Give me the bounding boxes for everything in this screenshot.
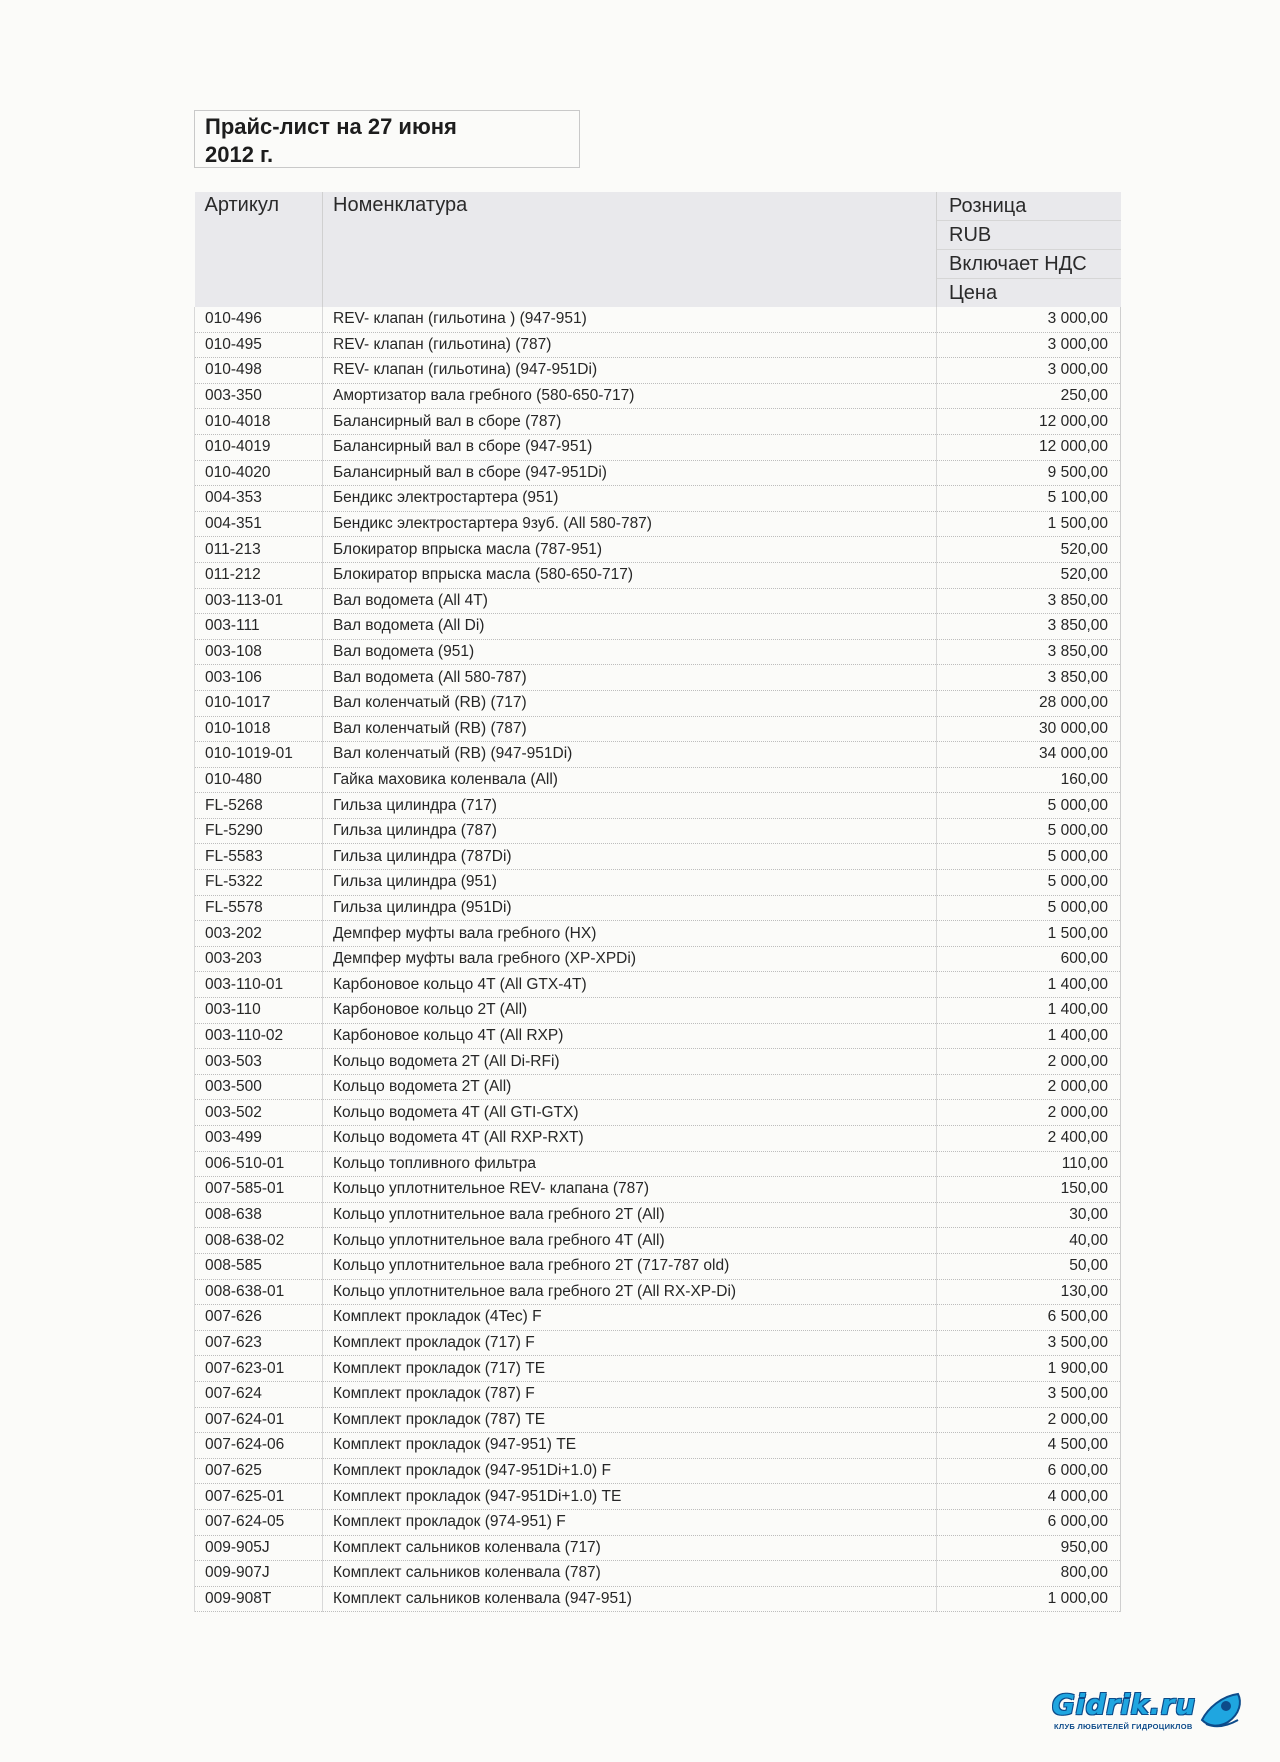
name-cell: Кольцо водомета 2T (All Di-RFi) — [323, 1049, 937, 1075]
name-cell: Комплект сальников коленвала (717) — [323, 1535, 937, 1561]
name-cell: Комплект прокладок (4Tec) F — [323, 1305, 937, 1331]
header-price-line: Цена — [949, 282, 998, 304]
price-cell: 4 500,00 — [937, 1433, 1121, 1459]
sku-cell: 007-624-01 — [195, 1407, 323, 1433]
price-cell: 250,00 — [937, 383, 1121, 409]
table-row — [195, 434, 1121, 460]
sku-cell: 007-625-01 — [195, 1484, 323, 1510]
sku-cell: 003-502 — [195, 1100, 323, 1126]
sku-cell: 003-110-01 — [195, 972, 323, 998]
logo-tagline: КЛУБ ЛЮБИТЕЛЕЙ ГИДРОЦИКЛОВ — [1054, 1722, 1193, 1731]
sku-cell: 008-638 — [195, 1202, 323, 1228]
table-row — [195, 1202, 1121, 1228]
price-cell: 520,00 — [937, 562, 1121, 588]
name-cell: Вал коленчатый (RB) (947-951Di) — [323, 742, 937, 768]
table-row — [195, 1381, 1121, 1407]
price-cell: 12 000,00 — [937, 434, 1121, 460]
name-cell: Комплект прокладок (717) TE — [323, 1356, 937, 1382]
table-row — [195, 1330, 1121, 1356]
sku-cell: FL-5322 — [195, 870, 323, 896]
title-line-1: Прайс-лист на 27 июня — [205, 114, 457, 139]
name-cell: Вал водомета (951) — [323, 639, 937, 665]
table-row — [195, 946, 1121, 972]
price-cell: 1 400,00 — [937, 972, 1121, 998]
table-row — [195, 844, 1121, 870]
price-cell: 4 000,00 — [937, 1484, 1121, 1510]
sku-cell: 003-110-02 — [195, 1023, 323, 1049]
name-cell: Комплект прокладок (717) F — [323, 1330, 937, 1356]
sku-cell: 009-905J — [195, 1535, 323, 1561]
table-row — [195, 895, 1121, 921]
price-cell: 3 000,00 — [937, 332, 1121, 358]
name-cell: Балансирный вал в сборе (947-951) — [323, 434, 937, 460]
table-row — [195, 998, 1121, 1024]
sku-cell: 003-350 — [195, 383, 323, 409]
sku-cell: 007-625 — [195, 1458, 323, 1484]
sku-cell: 007-624-06 — [195, 1433, 323, 1459]
price-cell: 110,00 — [937, 1151, 1121, 1177]
name-cell: Кольцо уплотнительное REV- клапана (787) — [323, 1177, 937, 1203]
sku-cell: 009-907J — [195, 1561, 323, 1587]
sku-cell: 010-1017 — [195, 690, 323, 716]
header-price — [937, 192, 1121, 307]
sku-cell: 004-351 — [195, 511, 323, 537]
table-row — [195, 1433, 1121, 1459]
price-cell: 9 500,00 — [937, 460, 1121, 486]
name-cell: Гайка маховика коленвала (All) — [323, 767, 937, 793]
sku-cell: 010-1018 — [195, 716, 323, 742]
price-cell: 160,00 — [937, 767, 1121, 793]
name-cell: Комплект прокладок (947-951Di+1.0) F — [323, 1458, 937, 1484]
price-cell: 30 000,00 — [937, 716, 1121, 742]
name-cell: Бендикс электростартера (951) — [323, 486, 937, 512]
price-cell: 3 850,00 — [937, 665, 1121, 691]
sku-cell: 008-638-01 — [195, 1279, 323, 1305]
table-row — [195, 1458, 1121, 1484]
sku-cell: 003-108 — [195, 639, 323, 665]
price-cell: 6 000,00 — [937, 1509, 1121, 1535]
price-cell: 3 850,00 — [937, 639, 1121, 665]
table-row — [195, 409, 1121, 435]
name-cell: Карбоновое кольцо 2T (All) — [323, 998, 937, 1024]
table-row — [195, 588, 1121, 614]
table-row — [195, 972, 1121, 998]
table-row — [195, 1279, 1121, 1305]
price-cell: 3 000,00 — [937, 358, 1121, 384]
table-row — [195, 1509, 1121, 1535]
name-cell: REV- клапан (гильотина) (787) — [323, 332, 937, 358]
name-cell: Блокиратор впрыска масла (580-650-717) — [323, 562, 937, 588]
jetski-icon — [1198, 1690, 1244, 1730]
title-line-2: 2012 г. — [205, 142, 274, 167]
name-cell: Демпфер муфты вала гребного (XP-XPDi) — [323, 946, 937, 972]
price-cell: 2 000,00 — [937, 1049, 1121, 1075]
name-cell: Гильза цилиндра (717) — [323, 793, 937, 819]
sku-cell: 010-4020 — [195, 460, 323, 486]
header-price-line: Розница — [937, 192, 1121, 221]
header-article: Артикул — [195, 192, 323, 307]
table-row — [195, 742, 1121, 768]
sku-cell: FL-5268 — [195, 793, 323, 819]
sku-cell: 003-499 — [195, 1126, 323, 1152]
price-cell: 950,00 — [937, 1535, 1121, 1561]
logo-name: Gidrik.ru — [1052, 1688, 1196, 1721]
name-cell: Кольцо водомета 4T (All GTI-GTX) — [323, 1100, 937, 1126]
price-cell: 1 000,00 — [937, 1586, 1121, 1612]
table-row — [195, 537, 1121, 563]
price-cell: 600,00 — [937, 946, 1121, 972]
sku-cell: 003-111 — [195, 614, 323, 640]
name-cell: Комплект прокладок (947-951) TE — [323, 1433, 937, 1459]
price-cell: 3 850,00 — [937, 588, 1121, 614]
price-cell: 40,00 — [937, 1228, 1121, 1254]
price-cell: 2 000,00 — [937, 1100, 1121, 1126]
table-row — [195, 562, 1121, 588]
name-cell: Блокиратор впрыска масла (787-951) — [323, 537, 937, 563]
name-cell: Вал коленчатый (RB) (787) — [323, 716, 937, 742]
price-cell: 28 000,00 — [937, 690, 1121, 716]
name-cell: Карбоновое кольцо 4T (All GTX-4T) — [323, 972, 937, 998]
table-row — [195, 1356, 1121, 1382]
table-row — [195, 1177, 1121, 1203]
name-cell: Гильза цилиндра (951) — [323, 870, 937, 896]
name-cell: Вал водомета (All 580-787) — [323, 665, 937, 691]
price-list-title — [194, 110, 580, 168]
price-cell: 6 500,00 — [937, 1305, 1121, 1331]
sku-cell: 007-626 — [195, 1305, 323, 1331]
sku-cell: 007-585-01 — [195, 1177, 323, 1203]
price-cell: 2 000,00 — [937, 1407, 1121, 1433]
table-row — [195, 870, 1121, 896]
table-row — [195, 690, 1121, 716]
sku-cell: 006-510-01 — [195, 1151, 323, 1177]
table-row — [195, 358, 1121, 384]
price-cell: 5 000,00 — [937, 818, 1121, 844]
name-cell: REV- клапан (гильотина ) (947-951) — [323, 307, 937, 332]
table-row — [195, 1586, 1121, 1612]
name-cell: Комплект прокладок (787) F — [323, 1381, 937, 1407]
price-cell: 1 900,00 — [937, 1356, 1121, 1382]
name-cell: REV- клапан (гильотина) (947-951Di) — [323, 358, 937, 384]
sku-cell: 003-113-01 — [195, 588, 323, 614]
name-cell: Комплект прокладок (947-951Di+1.0) TE — [323, 1484, 937, 1510]
table-row — [195, 1535, 1121, 1561]
price-cell: 5 000,00 — [937, 844, 1121, 870]
table-row — [195, 486, 1121, 512]
price-cell: 6 000,00 — [937, 1458, 1121, 1484]
name-cell: Амортизатор вала гребного (580-650-717) — [323, 383, 937, 409]
price-cell: 2 000,00 — [937, 1074, 1121, 1100]
header-name: Номенклатура — [323, 192, 937, 307]
sku-cell: 003-110 — [195, 998, 323, 1024]
price-cell: 3 500,00 — [937, 1381, 1121, 1407]
price-cell: 130,00 — [937, 1279, 1121, 1305]
name-cell: Гильза цилиндра (787) — [323, 818, 937, 844]
sku-cell: 010-4019 — [195, 434, 323, 460]
sku-cell: 011-212 — [195, 562, 323, 588]
name-cell: Кольцо уплотнительное вала гребного 2T (All) — [323, 1202, 937, 1228]
sku-cell: 003-503 — [195, 1049, 323, 1075]
sku-cell: 007-624 — [195, 1381, 323, 1407]
name-cell: Гильза цилиндра (787Di) — [323, 844, 937, 870]
sku-cell: 007-623 — [195, 1330, 323, 1356]
table-row — [195, 1561, 1121, 1587]
table-row — [195, 1253, 1121, 1279]
table-row — [195, 767, 1121, 793]
name-cell: Кольцо уплотнительное вала гребного 2T (All RX-XP-Di) — [323, 1279, 937, 1305]
table-row — [195, 793, 1121, 819]
sku-cell: 007-623-01 — [195, 1356, 323, 1382]
table-row — [195, 460, 1121, 486]
table-row — [195, 1151, 1121, 1177]
sku-cell: 010-495 — [195, 332, 323, 358]
name-cell: Комплект прокладок (974-951) F — [323, 1509, 937, 1535]
price-cell: 5 000,00 — [937, 895, 1121, 921]
table-row — [195, 1228, 1121, 1254]
table-row — [195, 614, 1121, 640]
table-row — [195, 383, 1121, 409]
table-row — [195, 716, 1121, 742]
table-row — [195, 921, 1121, 947]
sku-cell: 008-585 — [195, 1253, 323, 1279]
table-row — [195, 1100, 1121, 1126]
sku-cell: FL-5290 — [195, 818, 323, 844]
name-cell: Вал водомета (All 4T) — [323, 588, 937, 614]
price-cell: 2 400,00 — [937, 1126, 1121, 1152]
sku-cell: 004-353 — [195, 486, 323, 512]
price-cell: 1 500,00 — [937, 921, 1121, 947]
site-logo — [1048, 1688, 1248, 1738]
sku-cell: 003-202 — [195, 921, 323, 947]
table-row — [195, 1074, 1121, 1100]
sku-cell: 010-498 — [195, 358, 323, 384]
price-cell: 3 500,00 — [937, 1330, 1121, 1356]
name-cell: Кольцо водомета 4T (All RXP-RXT) — [323, 1126, 937, 1152]
table-row — [195, 818, 1121, 844]
sku-cell: 010-480 — [195, 767, 323, 793]
price-cell: 30,00 — [937, 1202, 1121, 1228]
price-table — [194, 192, 1121, 1612]
sku-cell: 003-106 — [195, 665, 323, 691]
price-cell: 3 000,00 — [937, 307, 1121, 332]
name-cell: Вал водомета (All Di) — [323, 614, 937, 640]
price-cell: 5 000,00 — [937, 793, 1121, 819]
sku-cell: 010-496 — [195, 307, 323, 332]
table-row — [195, 332, 1121, 358]
price-cell: 520,00 — [937, 537, 1121, 563]
table-row — [195, 1407, 1121, 1433]
price-cell: 5 100,00 — [937, 486, 1121, 512]
name-cell: Вал коленчатый (RB) (717) — [323, 690, 937, 716]
name-cell: Комплект прокладок (787) TE — [323, 1407, 937, 1433]
name-cell: Гильза цилиндра (951Di) — [323, 895, 937, 921]
table-row — [195, 1049, 1121, 1075]
sku-cell: 003-500 — [195, 1074, 323, 1100]
price-cell: 150,00 — [937, 1177, 1121, 1203]
name-cell: Кольцо уплотнительное вала гребного 2T (717-787 old) — [323, 1253, 937, 1279]
table-row — [195, 307, 1121, 332]
table-row — [195, 1305, 1121, 1331]
sku-cell: 010-4018 — [195, 409, 323, 435]
price-cell: 34 000,00 — [937, 742, 1121, 768]
name-cell: Кольцо водомета 2T (All) — [323, 1074, 937, 1100]
sku-cell: FL-5583 — [195, 844, 323, 870]
table-row — [195, 639, 1121, 665]
sku-cell: 011-213 — [195, 537, 323, 563]
sku-cell: 008-638-02 — [195, 1228, 323, 1254]
name-cell: Демпфер муфты вала гребного (HX) — [323, 921, 937, 947]
price-cell: 5 000,00 — [937, 870, 1121, 896]
table-row — [195, 1484, 1121, 1510]
sku-cell: 003-203 — [195, 946, 323, 972]
name-cell: Комплект сальников коленвала (947-951) — [323, 1586, 937, 1612]
name-cell: Кольцо топливного фильтра — [323, 1151, 937, 1177]
name-cell: Балансирный вал в сборе (787) — [323, 409, 937, 435]
header-price-line: RUB — [937, 221, 1121, 250]
price-cell: 3 850,00 — [937, 614, 1121, 640]
name-cell: Бендикс электростартера 9зуб. (All 580-787) — [323, 511, 937, 537]
table-row — [195, 511, 1121, 537]
table-row — [195, 1126, 1121, 1152]
name-cell: Карбоновое кольцо 4T (All RXP) — [323, 1023, 937, 1049]
price-cell: 1 500,00 — [937, 511, 1121, 537]
name-cell: Балансирный вал в сборе (947-951Di) — [323, 460, 937, 486]
price-cell: 1 400,00 — [937, 998, 1121, 1024]
price-cell: 1 400,00 — [937, 1023, 1121, 1049]
sku-cell: 007-624-05 — [195, 1509, 323, 1535]
name-cell: Комплект сальников коленвала (787) — [323, 1561, 937, 1587]
sku-cell: 009-908T — [195, 1586, 323, 1612]
price-cell: 50,00 — [937, 1253, 1121, 1279]
price-cell: 800,00 — [937, 1561, 1121, 1587]
table-row — [195, 1023, 1121, 1049]
table-row — [195, 665, 1121, 691]
sku-cell: 010-1019-01 — [195, 742, 323, 768]
sku-cell: FL-5578 — [195, 895, 323, 921]
price-cell: 12 000,00 — [937, 409, 1121, 435]
table-header-row — [195, 192, 1121, 307]
header-price-line: Включает НДС — [937, 250, 1121, 279]
name-cell: Кольцо уплотнительное вала гребного 4T (All) — [323, 1228, 937, 1254]
